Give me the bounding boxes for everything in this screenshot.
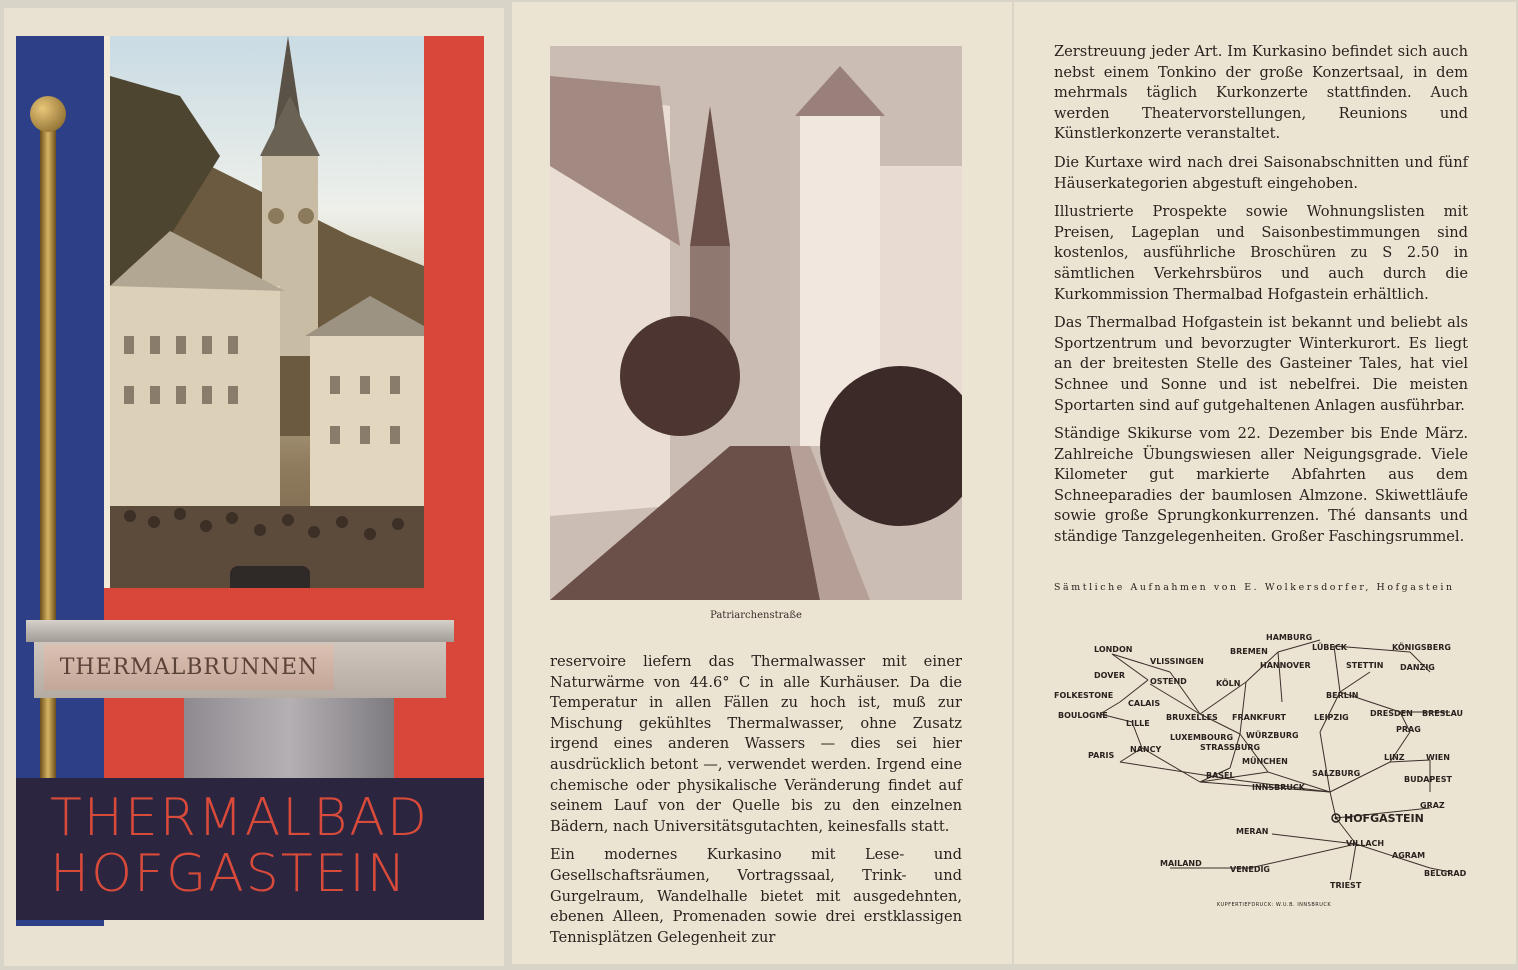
city-salzburg: SALZBURG <box>1312 769 1361 778</box>
fountain-label: THERMALBRUNNEN <box>44 644 334 690</box>
city-koenigsberg: KÖNIGSBERG <box>1392 643 1451 652</box>
printer-imprint: KUPFERTIEFDRUCK: W.U.B. INNSBRUCK <box>1216 902 1332 908</box>
cover-title-line1: THERMALBAD <box>50 788 429 848</box>
patriarchenstrasse-photo <box>550 46 962 600</box>
city-wien: WIEN <box>1426 753 1450 762</box>
city-triest: TRIEST <box>1330 881 1362 890</box>
city-bremen: BREMEN <box>1230 647 1268 656</box>
city-nancy: NANCY <box>1130 745 1162 754</box>
city-berlin: BERLIN <box>1326 691 1359 700</box>
city-dover: DOVER <box>1094 671 1126 680</box>
city-frankfurt: FRANKFURT <box>1232 713 1286 722</box>
middle-paragraph-1: reservoire liefern das Thermalwasser mit einer Naturwärme von 44.6° C in alle Kurhäuser. Da die Temperatur in allen Fällen zu hoch ist, muß zur Mischung gekühltes Thermalwasser, ohne Zusatz irgend eines anderen Wassers — dies sei hier ausdrücklich betont —, verwendet werden. Irgend eine chemische oder physikalische Veränderung findet auf seinem Lauf von der Quelle bis zu den einzelnen Bädern, nach Universitätsgutachten, keinesfalls statt. <box>550 653 962 835</box>
brochure-cover <box>4 8 504 966</box>
city-strassburg: STRASSBURG <box>1200 743 1261 752</box>
city-wuerzburg: WÜRZBURG <box>1246 731 1299 740</box>
cover-title <box>50 790 470 902</box>
city-prag: PRAG <box>1396 725 1421 734</box>
photo-credits: Sämtliche Aufnahmen von E. Wolkersdorfer, Hofgastein <box>1054 582 1455 593</box>
brochure-middle-page <box>512 2 1012 964</box>
city-breslau: BRESLAU <box>1422 709 1464 718</box>
photo-caption: Patriarchenstraße <box>710 610 802 621</box>
city-agram: AGRAM <box>1392 851 1426 860</box>
city-mailand: MAILAND <box>1160 859 1202 868</box>
city-hamburg: HAMBURG <box>1266 633 1313 642</box>
city-budapest: BUDAPEST <box>1404 775 1452 784</box>
city-vlissingen: VLISSINGEN <box>1150 657 1204 666</box>
city-luxembourg: LUXEMBOURG <box>1170 733 1234 742</box>
cover-painting <box>110 36 424 612</box>
city-luebeck: LÜBECK <box>1312 643 1347 652</box>
city-bruxelles: BRUXELLES <box>1166 713 1218 722</box>
city-boulogne: BOULOGNE <box>1058 711 1108 720</box>
brass-ball <box>30 96 66 132</box>
city-stettin: STETTIN <box>1346 661 1384 670</box>
right-paragraph-3: Illustrierte Prospekte sowie Wohnungslisten mit Preisen, Lageplan und Saisonbestimmungen sind kostenlos, ausführliche Broschüren zu S 2.50 in sämtlichen Verkehrsbüros und auch durch die Kurkommission Thermalbad Hofgastein erhältlich. <box>1054 203 1468 303</box>
railway-connections-map <box>1050 622 1480 912</box>
city-london: LONDON <box>1094 645 1133 654</box>
city-lille: LILLE <box>1126 719 1150 728</box>
city-dresden: DRESDEN <box>1370 709 1413 718</box>
street-photo <box>550 46 962 600</box>
right-paragraph-4: Das Thermalbad Hofgastein ist bekannt und beliebt als Sportzentrum und bevorzugter Winterkurort. Es liegt an der breitesten Stelle des Gasteiner Tales, hat viel Schnee und Sonne und ist nebelfrei. Die meisten Sportarten sind auf gutgehaltenen Anlagen ausführbar. <box>1054 314 1468 414</box>
city-muenchen: MÜNCHEN <box>1242 757 1288 766</box>
city-meran: MERAN <box>1236 827 1269 836</box>
city-danzig: DANZIG <box>1400 663 1435 672</box>
city-calais: CALAIS <box>1128 699 1161 708</box>
city-belgrad: BELGRAD <box>1424 869 1467 878</box>
city-venedig: VENEDIG <box>1230 865 1270 874</box>
railway-map <box>1050 622 1480 912</box>
city-linz: LINZ <box>1384 753 1405 762</box>
cover-title-line2: HOFGASTEIN <box>50 844 408 904</box>
city-hofgastein: HOFGASTEIN <box>1344 812 1424 825</box>
middle-paragraph-2: Ein modernes Kurkasino mit Lese- und Gesellschaftsräumen, Vortragssaal, Trink- und Gurgelraum, Wandelhalle bietet mit ausgedehnten, ebenen Alleen, Promenaden sowie drei erstklassigen Tennisplätzen Gelegenheit zur <box>550 846 962 946</box>
city-villach: VILLACH <box>1346 839 1385 848</box>
city-ostende: OSTEND <box>1150 677 1187 686</box>
right-paragraph-2: Die Kurtaxe wird nach drei Saisonabschnitten und fünf Häuserkategorien abgestuft eingehoben. <box>1054 153 1468 192</box>
city-basel: BASEL <box>1206 771 1235 780</box>
brochure-right-page <box>1014 2 1516 964</box>
town-square-illustration <box>110 36 424 612</box>
city-folkestone: FOLKESTONE <box>1054 691 1114 700</box>
city-graz: GRAZ <box>1420 801 1445 810</box>
city-paris: PARIS <box>1088 751 1115 760</box>
right-paragraph-5: Ständige Skikurse vom 22. Dezember bis Ende März. Zahlreiche Übungswiesen aller Neigungsgrade. Viele Kilometer gut markierte Abfahrten aus dem Schneeparadies der baumlosen Almzone. Skiwettläufe sowie große Sprungkonkurrenzen. Thé dansants und ständige Tanzgelegenheiten. Großer Faschingsrummel. <box>1054 425 1468 546</box>
city-leipzig: LEIPZIG <box>1314 713 1349 722</box>
right-paragraph-1: Zerstreuung jeder Art. Im Kurkasino befindet sich auch nebst einem Tonkino der große Konzertsaal, in dem mehrmals täglich Kurkonzerte stattfinden. Auch werden Theatervorstellungen, Reunions und Künstlerkonzerte veranstaltet. <box>1054 43 1468 143</box>
fountain-cap <box>26 620 454 642</box>
right-body-text <box>1054 42 1468 556</box>
middle-body-text <box>550 652 962 956</box>
city-hannover: HANNOVER <box>1260 661 1311 670</box>
fountain-stem <box>184 698 394 778</box>
city-innsbruck: INNSBRUCK <box>1252 783 1305 792</box>
city-koeln: KÖLN <box>1216 679 1241 688</box>
